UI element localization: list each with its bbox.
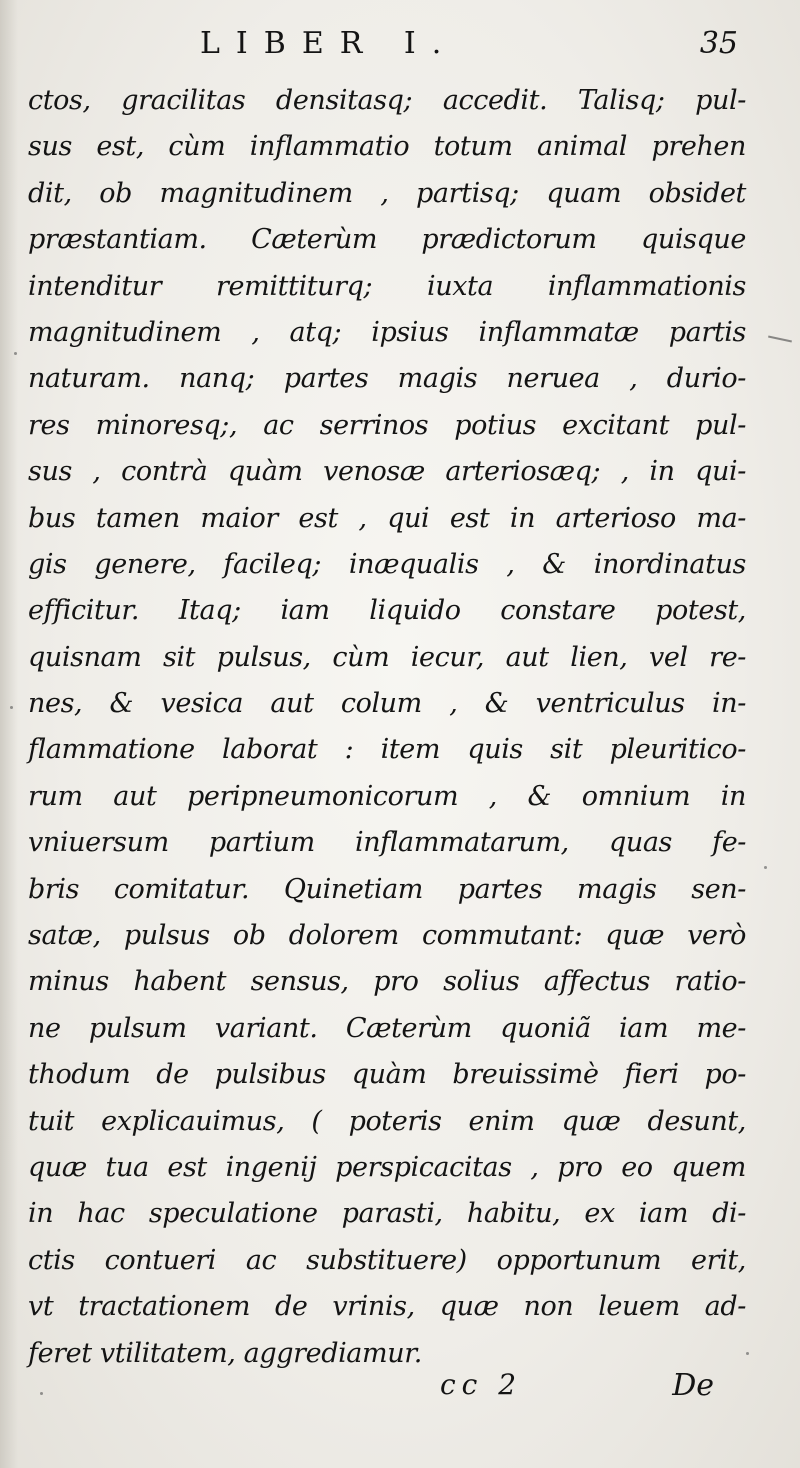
text-line: intenditur remittiturq; iuxta inflammationis — [28, 270, 746, 302]
text-line: flammatione laborat : item quis sit pleuritico- — [28, 734, 746, 766]
text-line: vt tractationem de vrinis, quæ non leuem ad- — [28, 1291, 746, 1323]
running-title: LIBER I. — [200, 26, 458, 61]
text-line: bus tamen maior est , qui est in arterioso ma- — [28, 502, 746, 534]
text-line: vniuersum partium inflammatarum, quas fe- — [28, 827, 746, 859]
text-line: ne pulsum variant. Cæterùm quoniã iam me- — [28, 1012, 746, 1044]
text-line: satæ, pulsus ob dolorem commutant: quæ verò — [28, 920, 746, 952]
ink-speck — [14, 352, 17, 355]
text-line: sus , contrà quàm venosæ arteriosæq; , in qui- — [28, 456, 746, 488]
text-line: præstantiam. Cæterùm prædictorum quisque — [28, 224, 746, 256]
catchword: De — [672, 1368, 714, 1403]
text-line: in hac speculatione parasti, habitu, ex iam di- — [28, 1198, 746, 1230]
text-line: minus habent sensus, pro solius affectus ratio- — [28, 966, 746, 998]
text-line: quisnam sit pulsus, cùm iecur, aut lien, vel re- — [28, 641, 746, 673]
text-line: rum aut peripneumonicorum , & omnium in — [28, 780, 746, 812]
text-line: ctos, gracilitas densitasq; accedit. Talisq; pul- — [28, 85, 746, 116]
signature-mark: cc 2 — [440, 1368, 523, 1401]
text-line: sus est, cùm inflammatio totum animal prehen — [28, 131, 746, 163]
body-text — [28, 78, 746, 1377]
page-header — [0, 26, 800, 66]
ink-speck — [40, 1392, 43, 1395]
text-line: res minoresq;, ac serrinos potius excitant pul- — [28, 409, 746, 441]
page-number: 35 — [699, 26, 738, 61]
text-line-last: feret vtilitatem, aggrediamur. — [28, 1337, 422, 1369]
page-footer — [0, 1368, 800, 1408]
text-line: dit, ob magnitudinem , partisq; quam obsidet — [28, 177, 746, 209]
text-line: nes, & vesica aut colum , & ventriculus in- — [28, 688, 746, 720]
ink-speck — [764, 866, 767, 869]
ink-speck — [746, 1352, 749, 1355]
text-line: thodum de pulsibus quàm breuissimè fieri po- — [28, 1059, 746, 1091]
text-line: tuit explicauimus, ( poteris enim quæ desunt, — [28, 1105, 746, 1137]
text-line: magnitudinem , atq; ipsius inflammatæ partis — [28, 316, 746, 348]
text-line: ctis contueri ac substituere) opportunum erit, — [28, 1244, 746, 1276]
margin-mark — [768, 336, 792, 343]
ink-speck — [10, 706, 13, 709]
page-edge-shadow — [0, 0, 18, 1468]
text-line: bris comitatur. Quinetiam partes magis sen- — [28, 873, 746, 905]
text-line: quæ tua est ingenij perspicacitas , pro eo quem — [28, 1151, 746, 1183]
text-line: naturam. nanq; partes magis neruea , durio- — [28, 363, 746, 395]
text-line: efficitur. Itaq; iam liquido constare potest, — [28, 595, 746, 627]
text-line: gis genere, facileq; inæqualis , & inordinatus — [28, 548, 746, 580]
